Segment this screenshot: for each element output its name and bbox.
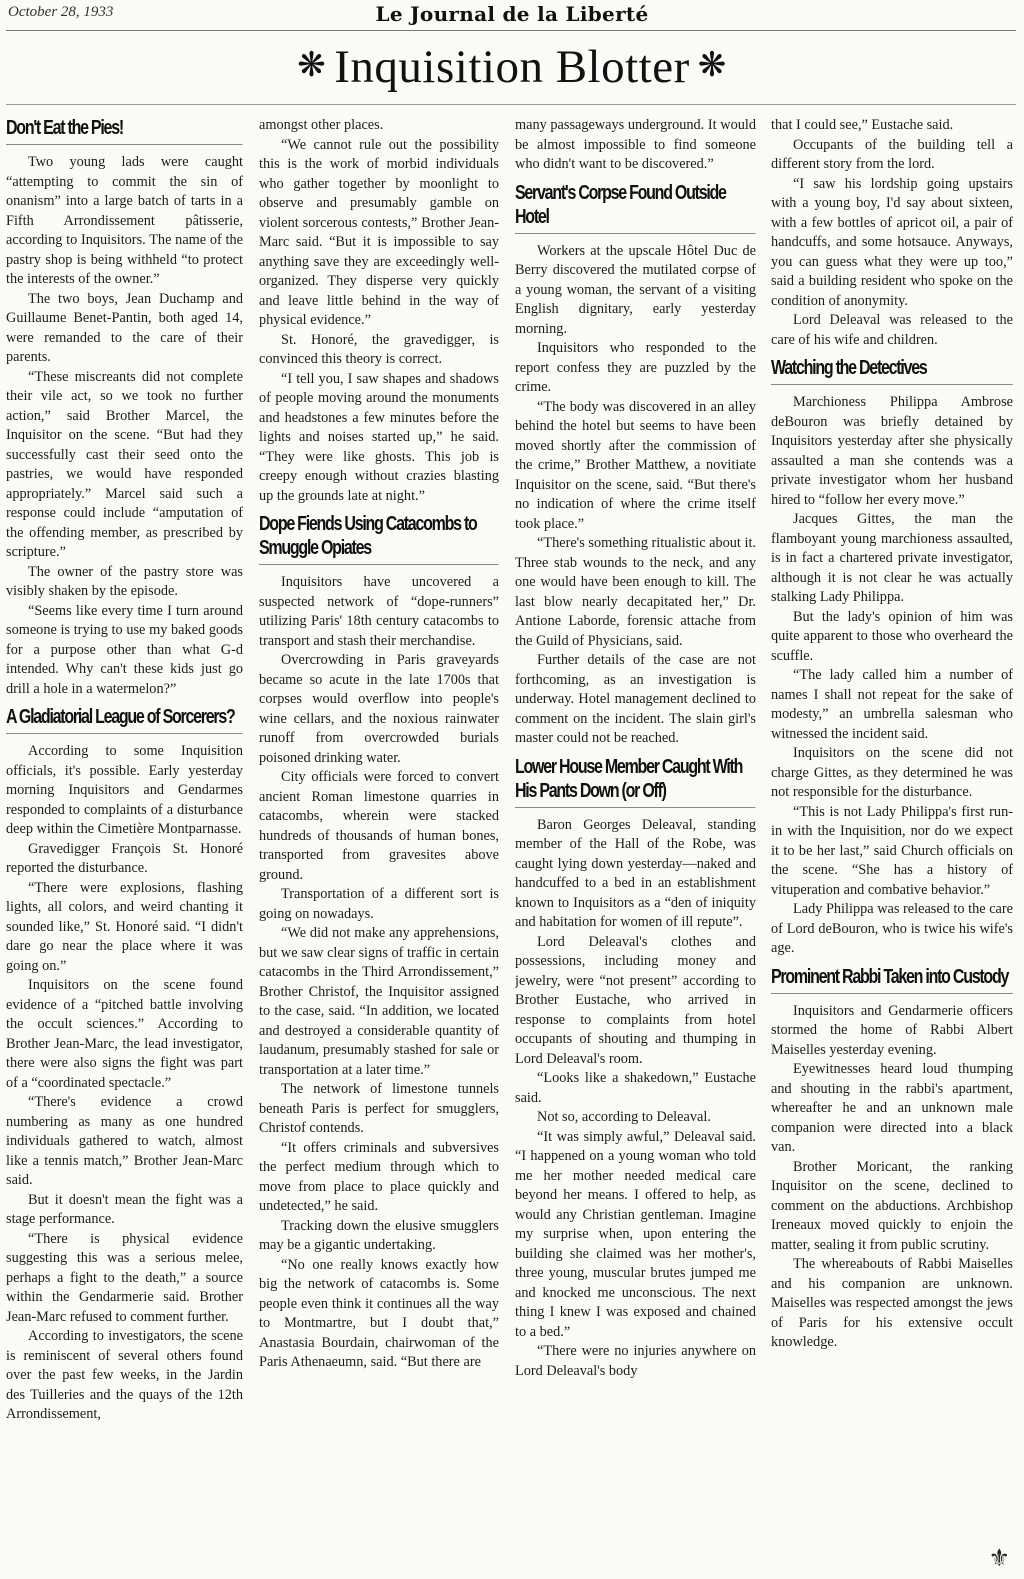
article-paragraph: Not so, according to Deleaval. [537, 1109, 711, 1125]
left-ornament-icon: ❋ [297, 47, 327, 84]
issue-date: October 28, 1933 [8, 4, 114, 20]
article-paragraph: that I could see,” Eustache said. [771, 117, 954, 133]
article-paragraph: According to investigators, the scene is reminiscent of several others found over the past few weeks, in the Jardin des Tuilleries and the quays of the 12th Arrondissement, [6, 1328, 243, 1422]
article-paragraph: “There were explosions, flashing lights, all colors, and weird chanting it sounded like,” St. Honoré said. “I didn't dare go near the place where it was going on.” [6, 879, 243, 974]
right-ornament-icon: ❋ [697, 47, 727, 84]
article-paragraph: Inquisitors on the scene did not charge Gittes, as they determined he was not responsible for the disturbance. [771, 745, 1013, 800]
article-paragraph: Brother Moricant, the ranking Inquisitor on the scene, declined to comment on the abductions. Archbishop Ireneaux moved quickly to enjoin the matter, sealing it from public scrutiny. [771, 1158, 1013, 1253]
masthead [0, 0, 1024, 108]
fleur-de-lis-icon: ⚜ [988, 1546, 1010, 1572]
article-paragraph: many passageways underground. It would be almost impossible to find someone who didn't want to be discovered.” [515, 117, 756, 172]
article-paragraph: Transportation of a different sort is going on nowadays. [259, 886, 499, 922]
article-paragraph: “I saw his lordship going upstairs with a young boy, I'd say about sixteen, with a few bottles of apricot oil, a pair of handcuffs, and some hotsauce. Anyways, you can guess what they were up too,” said a building resident who spoke on the condition of anonymity. [771, 175, 1013, 309]
article-paragraph: “There's evidence a crowd numbering as many as one hundred individuals gathered to watch, almost like a tennis match,” Brother Jean-Marc said. [6, 1094, 243, 1188]
article-paragraph: St. Honoré, the gravedigger, is convinced this theory is correct. [259, 331, 499, 367]
article-headline: Servant's Corpse Found Outside Hotel [515, 181, 756, 234]
article-paragraph: Marchioness Philippa Ambrose deBouron was briefly detained by Inquisitors yesterday after she physically assaulted a man she contends was a private investigator whom her husband hired to “follow her every move.” [771, 394, 1013, 508]
article-paragraph: City officials were forced to convert ancient Roman limestone quarries in catacombs, wherein were stacked hundreds of thousands of human bones, transported from gravesites above ground. [259, 769, 499, 883]
article-paragraph: The owner of the pastry store was visibly shaken by the episode. [6, 563, 243, 599]
article-paragraph: Overcrowding in Paris graveyards became so acute in the late 1700s that corpses would overflow into people's wine cellars, and the noxious rainwater runoff from overcrowded burials poisoned drinking water. [259, 652, 499, 766]
article-paragraph: The two boys, Jean Duchamp and Guillaume Benet-Pantin, both aged 14, were remanded to the care of their parents. [6, 290, 243, 365]
article-paragraph: Two young lads were caught “attempting to commit the sin of onanism” into a large batch of tarts in a Fifth Arrondissement pâtisserie, according to Inquisitors. The name of the pastry shop is being withheld “to protect the interests of the owner.” [6, 154, 243, 287]
article-paragraph: Gravedigger François St. Honoré reported the disturbance. [6, 840, 243, 876]
article-paragraph: Jacques Gittes, the man the flamboyant young marchioness assaulted, is in fact a chartered private investigator, although it is not clear he was actually stalking Lady Philippa. [771, 511, 1013, 605]
article-paragraph: “These miscreants did not complete their vile act, so we took no further action,” said Brother Marcel, the Inquisitor on the scene. “But had they successfully cast their seed onto the pastries, we would have responded appropriately.” Marcel said such a response could include “amputation of the offending member, as prescribed by scripture.” [6, 368, 243, 560]
article-paragraph: Baron Georges Deleaval, standing member of the Hall of the Robe, was caught lying down yesterday—naked and handcuffed to a bed in an establishment known to Inquisitors as a “den of iniquity and habitation for women of ill repute”. [515, 816, 756, 930]
article-paragraph: The network of limestone tunnels beneath Paris is perfect for smugglers, Christof contends. [259, 1081, 499, 1136]
article-paragraph: But the lady's opinion of him was quite apparent to those who overheard the scuffle. [771, 608, 1013, 664]
newspaper-name: Le Journal de la Liberté [375, 2, 649, 26]
article-paragraph: Lord Deleaval's clothes and possessions, including money and jewelry, were “not present” according to Brother Eustache, who arrived in response to complaints from hotel occupants of shouting and thumping in Lord Deleaval's room. [515, 933, 756, 1067]
article-paragraph: Lady Philippa was released to the care of Lord deBouron, who is twice his wife's age. [771, 901, 1013, 956]
article-paragraph: Eyewitnesses heard loud thumping and shouting in the rabbi's apartment, whereafter he and an unknown male companion were directed into a black van. [771, 1061, 1013, 1155]
article-paragraph: “It offers criminals and subversives the perfect medium through which to move from place to place quickly and undetected,” he said. [259, 1139, 499, 1214]
section-title: Inquisition Blotter [334, 41, 690, 93]
section-title-block [0, 36, 1024, 97]
article-paragraph: “We cannot rule out the possibility this is the work of morbid individuals who gather together by moonlight to observe and presumably gamble on violent sorcerous contests,” Brother Jean-Marc said. “But it is impossible to say anything save they are exceedingly well-organized. They disperse very quickly and leave little behind in the way of physical evidence.” [259, 136, 499, 328]
article-paragraph: According to some Inquisition officials, it's possible. Early yesterday morning Inquisitors and Gendarmes responded to complaints of a disturbance deep within the Cimetière Montparnasse. [6, 743, 243, 837]
article-headline: Dope Fiends Using Catacombs to Smuggle Opiates [259, 512, 499, 565]
article-paragraph: “There's something ritualistic about it. Three stab wounds to the neck, and any one would have been enough to kill. The last blow nearly decapitated her,” Dr. Antione Laborde, forensic attache from the Guild of Physicians, said. [515, 535, 756, 649]
article-headline: Prominent Rabbi Taken into Custody [771, 965, 1013, 994]
article-paragraph: Inquisitors who responded to the report confess they are puzzled by the crime. [515, 340, 756, 395]
article-headline: Lower House Member Caught With His Pants Down (or Off) [515, 755, 756, 808]
article-paragraph: “The lady called him a number of names I shall not repeat for the sake of modesty,” an umbrella salesman who witnessed the incident said. [771, 667, 1013, 742]
article-paragraph: “Seems like every time I turn around someone is trying to use my baked goods for a purpose other than what G-d intended. Why can't these kids just go drill a hole in a watermelon?” [6, 602, 243, 697]
column-2 [259, 116, 499, 1568]
article-paragraph: Lord Deleaval was released to the care of his wife and children. [771, 312, 1013, 348]
article-headline: Don't Eat the Pies! [6, 116, 243, 145]
column-1 [6, 116, 243, 1568]
article-headline: A Gladiatorial League of Sorcerers? [6, 705, 243, 734]
article-paragraph: Further details of the case are not forthcoming, as an investigation is underway. Hotel management declined to comment on the incident. The slain girl's master could not be reached. [515, 652, 756, 746]
article-paragraph: Occupants of the building tell a different story from the lord. [771, 136, 1013, 172]
column-4 [771, 116, 1013, 1568]
article-paragraph: Tracking down the elusive smugglers may be a gigantic undertaking. [259, 1217, 499, 1253]
article-paragraph: amongst other places. [259, 117, 384, 133]
column-3 [515, 116, 756, 1568]
article-paragraph: Inquisitors and Gendarmerie officers stormed the home of Rabbi Albert Maiselles yesterday evening. [771, 1002, 1013, 1058]
article-headline: Watching the Detectives [771, 356, 1013, 385]
article-paragraph: “I tell you, I saw shapes and shadows of people moving around the monuments and headstones a few minutes before the lights and noises started up,” he said. “They were like ghosts. This job is creepy enough without crazies blasting up the grounds late at night.” [259, 370, 499, 504]
article-paragraph: “There were no injuries anywhere on Lord Deleaval's body [515, 1343, 756, 1379]
article-paragraph: But it doesn't mean the fight was a stage performance. [6, 1191, 243, 1227]
article-paragraph: “It was simply awful,” Deleaval said. “I happened on a young woman who told me her mother needed medical care beyond her means. I offered to help, as would any Christian gentleman. Imagine my surprise when, upon entering the building she claimed was her mother's, three young, muscular brutes jumped me and knocked me unconscious. The next thing I knew I was exposed and chained to a bed.” [515, 1128, 756, 1340]
article-paragraph: “This is not Lady Philippa's first run-in with the Inquisition, nor do we expect it to be her last,” said Church officials on the scene. “She has a history of vituperation and combative behavior.” [771, 803, 1013, 898]
article-paragraph: “The body was discovered in an alley behind the hotel but seems to have been moved shortly after the commission of the crime,” Brother Matthew, a novitiate Inquisitor on the scene, said. “But there's no indication of where the crime itself took place.” [515, 398, 756, 532]
article-paragraph: “Looks like a shakedown,” Eustache said. [515, 1070, 756, 1106]
article-paragraph: Inquisitors have uncovered a suspected network of “dope-runners” utilizing Paris' 18th century catacombs to transport and stash their merchandise. [259, 574, 499, 649]
article-paragraph: Workers at the upscale Hôtel Duc de Berry discovered the mutilated corpse of a young woman, the servant of a visiting English dignitary, early yesterday morning. [515, 242, 756, 337]
masthead-rule-bottom [6, 104, 1016, 105]
article-paragraph: “We did not make any apprehensions, but we saw clear signs of traffic in certain catacombs in the Third Arrondissement,” Brother Christof, the Inquisitor assigned to the case, said. “In addition, we located and destroyed a considerable quantity of laudanum, presumably stashed for sale or transportation at a later time.” [259, 925, 499, 1078]
article-paragraph: “There is physical evidence suggesting this was a serious melee, perhaps a fight to the death,” a source within the Gendarmerie said. Brother Jean-Marc refused to comment further. [6, 1230, 243, 1325]
article-paragraph: The whereabouts of Rabbi Maiselles and his companion are unknown. Maiselles was respected amongst the jews of Paris for his extensive occult knowledge. [771, 1256, 1013, 1350]
masthead-rule-top [6, 30, 1016, 31]
article-paragraph: “No one really knows exactly how big the network of catacombs is. Some people even think it continues all the way to Montmartre, but I doubt that,” Anastasia Bourdain, chairwoman of the Paris Athenaeumn, said. “But there are [259, 1256, 499, 1370]
article-paragraph: Inquisitors on the scene found evidence of a “pitched battle involving the occult sciences.” According to Brother Jean-Marc, the lead investigator, there were also signs the fight was part of a “coordinated spectacle.” [6, 977, 243, 1091]
